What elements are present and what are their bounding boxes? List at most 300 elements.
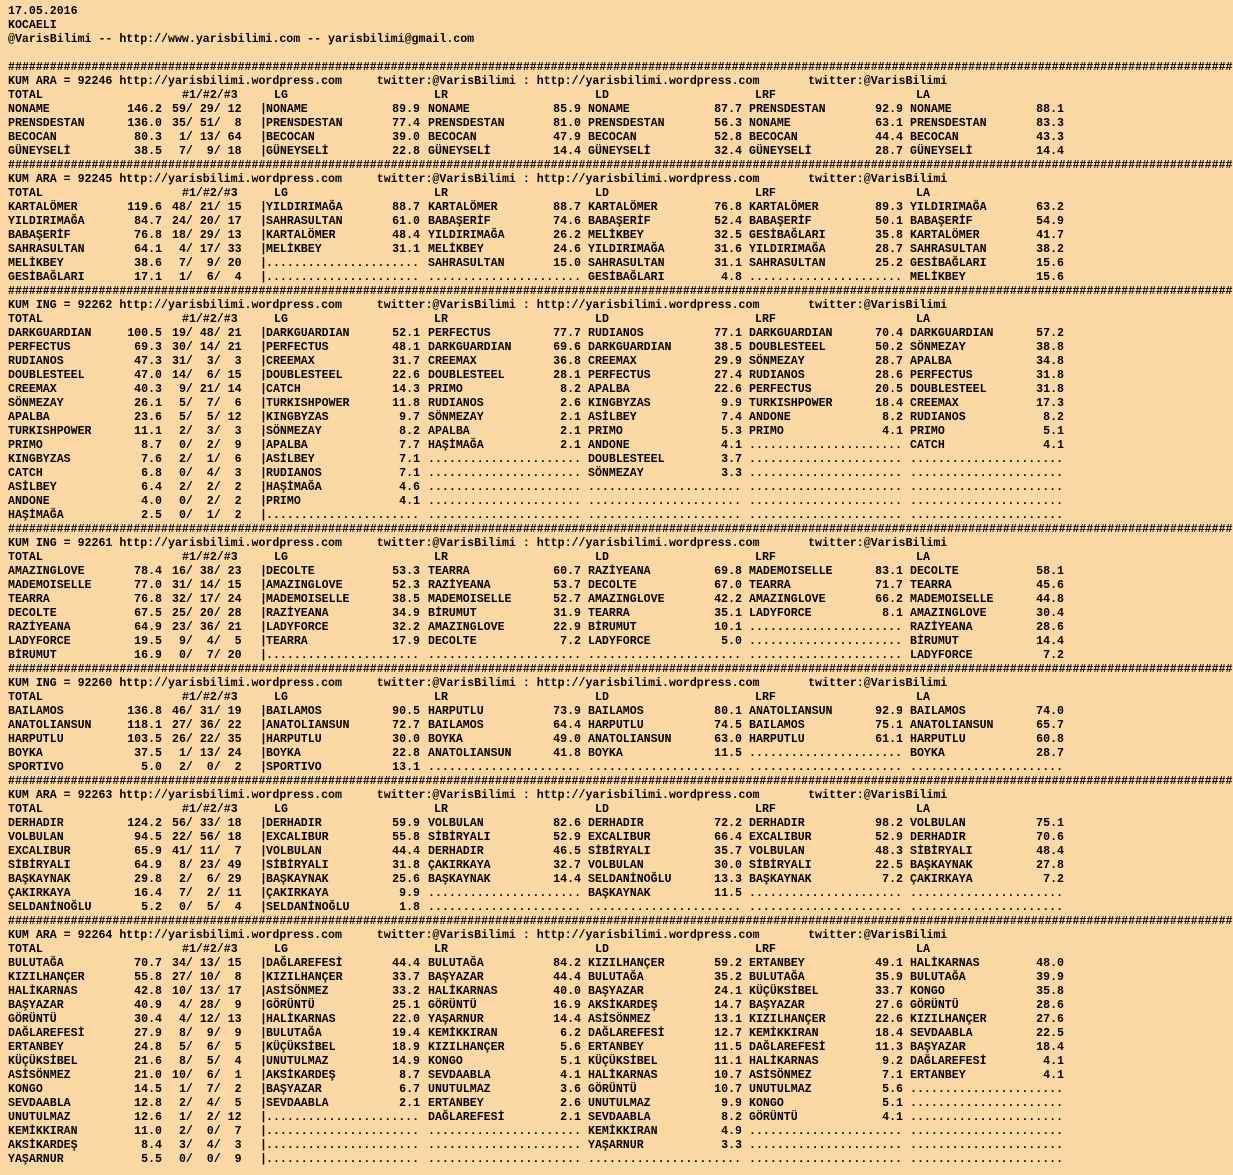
- empty-slot: ......................: [910, 887, 1064, 900]
- empty-slot: ......................: [588, 495, 742, 508]
- table-row: [8, 1027, 1072, 1041]
- table-row: [8, 831, 1072, 845]
- column-header: TOTAL: [8, 89, 43, 102]
- score-value: 44.4: [392, 957, 420, 970]
- placings: 2/ 0/ 7: [172, 1125, 242, 1138]
- horse-name: BOYKA: [266, 747, 301, 760]
- horse-name: CREEMAX: [266, 355, 315, 368]
- total-score: 124.2: [127, 817, 162, 830]
- column-header: #1/#2/#3: [182, 803, 238, 816]
- score-value: 2.1: [560, 439, 581, 452]
- score-value: 30.0: [714, 859, 742, 872]
- empty-slot: ......................: [266, 1139, 420, 1152]
- table-row: [8, 453, 1072, 467]
- column-header: TOTAL: [8, 691, 43, 704]
- empty-slot: ......................: [588, 481, 742, 494]
- score-value: 3.6: [560, 1083, 581, 1096]
- score-value: 87.7: [714, 103, 742, 116]
- score-value: 18.4: [1036, 1041, 1064, 1054]
- column-divider: |: [260, 383, 267, 396]
- placings: 56/ 33/ 18: [172, 817, 242, 830]
- horse-name: CREEMAX: [910, 397, 959, 410]
- column-header: TOTAL: [8, 803, 43, 816]
- table-row: [8, 607, 1072, 621]
- score-value: 75.1: [1036, 817, 1064, 830]
- score-value: 5.6: [882, 1083, 903, 1096]
- empty-slot: ......................: [749, 1153, 903, 1166]
- horse-name: BECOCAN: [588, 131, 637, 144]
- score-value: 35.8: [875, 229, 903, 242]
- horse-name: ASİSÖNMEZ: [588, 1013, 651, 1026]
- score-value: 31.6: [714, 243, 742, 256]
- score-value: 88.1: [1036, 103, 1064, 116]
- horse-name: VOLBULAN: [266, 845, 322, 858]
- placings: 10/ 13/ 17: [172, 985, 242, 998]
- horse-name: BAŞKAYNAK: [588, 887, 651, 900]
- score-value: 22.5: [875, 859, 903, 872]
- score-value: 54.9: [1036, 215, 1064, 228]
- column-header: LA: [916, 943, 930, 956]
- score-value: 22.6: [714, 383, 742, 396]
- score-value: 2.6: [560, 1097, 581, 1110]
- horse-name: YILDIRIMAĞA: [8, 215, 85, 228]
- total-score: 136.8: [127, 705, 162, 718]
- column-divider: |: [260, 509, 267, 522]
- empty-slot: ......................: [428, 467, 582, 480]
- column-divider: |: [260, 103, 267, 116]
- score-value: 14.4: [1036, 635, 1064, 648]
- total-score: 76.8: [134, 229, 162, 242]
- score-value: 4.1: [1043, 1055, 1064, 1068]
- score-value: 53.3: [392, 565, 420, 578]
- horse-name: MELİKBEY: [910, 271, 966, 284]
- score-value: 7.2: [560, 635, 581, 648]
- table-row: [8, 131, 1072, 145]
- column-divider: |: [260, 1083, 267, 1096]
- table-row: [8, 1055, 1072, 1069]
- total-score: 14.5: [134, 1083, 162, 1096]
- placings: 1/ 6/ 4: [172, 271, 242, 284]
- column-divider: |: [260, 1041, 267, 1054]
- horse-name: SİBİRYALI: [266, 859, 329, 872]
- score-value: 50.1: [875, 215, 903, 228]
- horse-name: PRENSDESTAN: [588, 117, 665, 130]
- score-value: 61.1: [875, 733, 903, 746]
- table-row: [8, 1125, 1072, 1139]
- placings: 0/ 1/ 2: [172, 509, 242, 522]
- empty-slot: ......................: [428, 887, 582, 900]
- column-divider: |: [260, 999, 267, 1012]
- empty-slot: ......................: [749, 761, 903, 774]
- horse-name: ERTANBEY: [588, 1041, 644, 1054]
- horse-name: UNUTULMAZ: [749, 1083, 812, 1096]
- placings: 35/ 51/ 8: [172, 117, 242, 130]
- empty-slot: ......................: [749, 1125, 903, 1138]
- horse-name: LADYFORCE: [910, 649, 973, 662]
- horse-name: ANDONE: [749, 411, 791, 424]
- score-value: 22.5: [1036, 1027, 1064, 1040]
- placings: 31/ 3/ 3: [172, 355, 242, 368]
- total-score: 12.6: [134, 1111, 162, 1124]
- horse-name: SÖNMEZAY: [588, 467, 644, 480]
- horse-name: AMAZINGLOVE: [588, 593, 665, 606]
- horse-name: DARKGUARDIAN: [910, 327, 994, 340]
- spacer: [8, 47, 1072, 61]
- table-row: [8, 481, 1072, 495]
- score-value: 48.4: [392, 229, 420, 242]
- column-divider: |: [260, 1153, 267, 1166]
- table-row: [8, 705, 1072, 719]
- total-score: 8.7: [141, 439, 162, 452]
- horse-name: ANATOLIANSUN: [588, 733, 672, 746]
- horse-name: ANATOLIANSUN: [266, 719, 350, 732]
- horse-name: APALBA: [266, 439, 308, 452]
- placings: 7/ 9/ 18: [172, 145, 242, 158]
- score-value: 38.2: [1036, 243, 1064, 256]
- column-divider: |: [260, 201, 267, 214]
- horse-name: GÜNEYSELİ: [749, 145, 812, 158]
- column-divider: |: [260, 453, 267, 466]
- total-score: 136.0: [127, 117, 162, 130]
- column-header: LRF: [755, 89, 776, 102]
- table-row: [8, 425, 1072, 439]
- score-value: 33.2: [392, 985, 420, 998]
- score-value: 48.4: [1036, 845, 1064, 858]
- horse-name: KIZILHANÇER: [749, 1013, 826, 1026]
- placings: 59/ 29/ 12: [172, 103, 242, 116]
- horse-name: BİRUMUT: [8, 649, 57, 662]
- score-value: 35.8: [1036, 985, 1064, 998]
- empty-slot: ......................: [588, 649, 742, 662]
- horse-name: ERTANBEY: [910, 1069, 966, 1082]
- placings: 0/ 5/ 4: [172, 901, 242, 914]
- placings: 2/ 0/ 2: [172, 761, 242, 774]
- score-value: 9.9: [721, 397, 742, 410]
- horse-name: VOLBULAN: [588, 859, 644, 872]
- empty-slot: ......................: [588, 1153, 742, 1166]
- total-score: 2.5: [141, 509, 162, 522]
- total-score: 16.9: [134, 649, 162, 662]
- horse-name: ASİLBEY: [266, 453, 315, 466]
- score-value: 10.7: [714, 1083, 742, 1096]
- table-row: [8, 1041, 1072, 1055]
- section-divider: ################################################################################################################################################################################: [8, 285, 1233, 298]
- score-value: 6.2: [560, 1027, 581, 1040]
- horse-name: NONAME: [8, 103, 50, 116]
- column-divider: |: [260, 355, 267, 368]
- column-header: LA: [916, 551, 930, 564]
- horse-name: KEMİKKIRAN: [8, 1125, 78, 1138]
- horse-name: BULUTAĞA: [910, 971, 966, 984]
- horse-name: GÜNEYSELİ: [428, 145, 491, 158]
- horse-name: KEMİKKIRAN: [749, 1027, 819, 1040]
- placings: 1/ 13/ 64: [172, 131, 242, 144]
- table-row: [8, 229, 1072, 243]
- column-header: LG: [274, 803, 288, 816]
- horse-name: BOYKA: [428, 733, 463, 746]
- table-row: [8, 509, 1072, 523]
- placings: 7/ 9/ 20: [172, 257, 242, 270]
- table-row: [8, 999, 1072, 1013]
- table-row: [8, 971, 1072, 985]
- horse-name: SÖNMEZAY: [428, 411, 484, 424]
- placings: 0/ 0/ 9: [172, 1153, 242, 1166]
- section-title: KUM ARA = 92263 http://yarisbilimi.wordpress.com twitter:@VarisBilimi : http://yarisbilimi.wordpress.com twitter:@VarisBilimi: [8, 789, 948, 802]
- score-value: 77.1: [714, 327, 742, 340]
- empty-slot: ......................: [910, 509, 1064, 522]
- score-value: 80.1: [714, 705, 742, 718]
- horse-name: PRIMO: [266, 495, 301, 508]
- placings: 9/ 4/ 5: [172, 635, 242, 648]
- empty-slot: ......................: [749, 481, 903, 494]
- table-row: [8, 145, 1072, 159]
- placings: 8/ 9/ 9: [172, 1027, 242, 1040]
- column-header: #1/#2/#3: [182, 187, 238, 200]
- section-divider: ################################################################################################################################################################################: [8, 775, 1233, 788]
- column-divider: |: [260, 145, 267, 158]
- report-date: 17.05.2016: [8, 5, 78, 18]
- empty-slot: ......................: [266, 257, 420, 270]
- race-sections: [8, 61, 1233, 1167]
- score-value: 92.9: [875, 705, 903, 718]
- total-score: 80.3: [134, 131, 162, 144]
- score-value: 10.1: [714, 621, 742, 634]
- empty-slot: ......................: [428, 1125, 582, 1138]
- column-divider: |: [260, 229, 267, 242]
- total-score: 67.5: [134, 607, 162, 620]
- placings: 34/ 13/ 15: [172, 957, 242, 970]
- total-score: 64.9: [134, 621, 162, 634]
- empty-slot: ......................: [749, 635, 903, 648]
- section-title: KUM ING = 92262 http://yarisbilimi.wordpress.com twitter:@VarisBilimi : http://yarisbilimi.wordpress.com twitter:@VarisBilimi: [8, 299, 948, 312]
- score-value: 2.6: [560, 397, 581, 410]
- table-row: [8, 467, 1072, 481]
- score-value: 47.9: [553, 131, 581, 144]
- score-value: 25.6: [392, 873, 420, 886]
- score-value: 22.9: [553, 621, 581, 634]
- score-value: 8.2: [721, 1111, 742, 1124]
- score-value: 64.4: [553, 719, 581, 732]
- total-score: 24.8: [134, 1041, 162, 1054]
- column-header: LA: [916, 313, 930, 326]
- column-divider: |: [260, 705, 267, 718]
- column-header: LG: [274, 691, 288, 704]
- horse-name: KARTALÖMER: [910, 229, 980, 242]
- horse-name: ASİSÖNMEZ: [749, 1069, 812, 1082]
- score-value: 48.3: [875, 845, 903, 858]
- horse-name: RAZİYEANA: [588, 565, 651, 578]
- empty-slot: ......................: [749, 747, 903, 760]
- column-divider: |: [260, 971, 267, 984]
- column-header: LD: [595, 943, 609, 956]
- column-header: #1/#2/#3: [182, 691, 238, 704]
- total-score: 76.8: [134, 593, 162, 606]
- placings: 16/ 38/ 23: [172, 565, 242, 578]
- table-row: [8, 761, 1072, 775]
- score-value: 8.7: [399, 1069, 420, 1082]
- empty-slot: ......................: [428, 649, 582, 662]
- horse-name: NONAME: [266, 103, 308, 116]
- score-value: 77.7: [553, 327, 581, 340]
- horse-name: BAŞYAZAR: [8, 999, 64, 1012]
- score-value: 40.0: [553, 985, 581, 998]
- empty-slot: ......................: [749, 271, 903, 284]
- score-value: 52.9: [553, 831, 581, 844]
- empty-slot: ......................: [749, 1139, 903, 1152]
- column-header: TOTAL: [8, 187, 43, 200]
- table-row: [8, 439, 1072, 453]
- score-value: 14.4: [553, 873, 581, 886]
- horse-name: KONGO: [749, 1097, 784, 1110]
- empty-slot: ......................: [910, 1153, 1064, 1166]
- horse-name: GÖRÜNTÜ: [266, 999, 315, 1012]
- horse-name: SAHRASULTAN: [8, 243, 85, 256]
- score-value: 48.1: [392, 341, 420, 354]
- horse-name: GESİBAĞLARI: [588, 271, 665, 284]
- score-value: 36.8: [553, 355, 581, 368]
- horse-name: PRENSDESTAN: [8, 117, 85, 130]
- empty-slot: ......................: [910, 1083, 1064, 1096]
- horse-name: NONAME: [910, 103, 952, 116]
- score-value: 75.1: [875, 719, 903, 732]
- placings: 0/ 2/ 9: [172, 439, 242, 452]
- column-header: LRF: [755, 313, 776, 326]
- score-value: 5.1: [882, 1097, 903, 1110]
- horse-name: ÇAKIRKAYA: [428, 859, 491, 872]
- score-value: 18.9: [392, 1041, 420, 1054]
- score-value: 7.1: [399, 467, 420, 480]
- score-value: 48.0: [1036, 957, 1064, 970]
- horse-name: HALİKARNAS: [588, 1069, 658, 1082]
- horse-name: BECOCAN: [428, 131, 477, 144]
- score-value: 8.2: [560, 383, 581, 396]
- score-value: 38.8: [1036, 341, 1064, 354]
- score-value: 52.4: [714, 215, 742, 228]
- score-value: 28.6: [1036, 621, 1064, 634]
- horse-name: DARKGUARDIAN: [588, 341, 672, 354]
- horse-name: DECOLTE: [428, 635, 477, 648]
- score-value: 4.9: [721, 1125, 742, 1138]
- horse-name: APALBA: [428, 425, 470, 438]
- table-row: [8, 1153, 1072, 1167]
- horse-name: MELİKBEY: [588, 229, 644, 242]
- total-score: 40.9: [134, 999, 162, 1012]
- horse-name: ERTANBEY: [749, 957, 805, 970]
- score-value: 17.9: [392, 635, 420, 648]
- horse-name: SEVDAABLA: [428, 1069, 491, 1082]
- column-header: LG: [274, 551, 288, 564]
- total-score: 5.0: [141, 761, 162, 774]
- empty-slot: ......................: [266, 1153, 420, 1166]
- horse-name: DERHADIR: [588, 817, 644, 830]
- placings: 8/ 5/ 4: [172, 1055, 242, 1068]
- horse-name: BECOCAN: [266, 131, 315, 144]
- total-score: 17.1: [134, 271, 162, 284]
- horse-name: UNUTULMAZ: [588, 1097, 651, 1110]
- score-value: 11.5: [714, 887, 742, 900]
- score-value: 35.7: [714, 845, 742, 858]
- horse-name: SAHRASULTAN: [588, 257, 665, 270]
- horse-name: SEVDAABLA: [588, 1111, 651, 1124]
- horse-name: DECOLTE: [8, 607, 57, 620]
- column-header: LR: [434, 691, 448, 704]
- score-value: 20.5: [875, 383, 903, 396]
- horse-name: CREEMAX: [428, 355, 477, 368]
- section-divider: ################################################################################################################################################################################: [8, 915, 1233, 928]
- section-divider: ################################################################################################################################################################################: [8, 61, 1233, 74]
- score-value: 1.8: [399, 901, 420, 914]
- horse-name: MELİKBEY: [8, 257, 64, 270]
- horse-name: LADYFORCE: [588, 635, 651, 648]
- horse-name: GÖRÜNTÜ: [588, 1083, 637, 1096]
- horse-name: RAZİYEANA: [8, 621, 71, 634]
- placings: 2/ 3/ 3: [172, 425, 242, 438]
- table-row: [8, 1139, 1072, 1153]
- horse-name: TEARRA: [8, 593, 50, 606]
- horse-name: SİBİRYALI: [428, 831, 491, 844]
- horse-name: ANATOLIANSUN: [910, 719, 994, 732]
- score-value: 13.3: [714, 873, 742, 886]
- score-value: 67.0: [714, 579, 742, 592]
- score-value: 52.9: [875, 831, 903, 844]
- horse-name: APALBA: [8, 411, 50, 424]
- score-value: 98.2: [875, 817, 903, 830]
- horse-name: MADEMOISELLE: [749, 565, 833, 578]
- horse-name: KINGBYZAS: [266, 411, 329, 424]
- total-score: 38.5: [134, 145, 162, 158]
- horse-name: ÇAKIRKAYA: [910, 873, 973, 886]
- horse-name: DAĞLAREFESİ: [266, 957, 343, 970]
- horse-name: BABAŞERİF: [588, 215, 651, 228]
- horse-name: EXCALIBUR: [588, 831, 651, 844]
- horse-name: BAŞYAZAR: [588, 985, 644, 998]
- score-value: 31.8: [1036, 383, 1064, 396]
- table-row: [8, 859, 1072, 873]
- score-value: 83.1: [875, 565, 903, 578]
- horse-name: DOUBLESTEEL: [428, 369, 505, 382]
- horse-name: DAĞLAREFESİ: [588, 1027, 665, 1040]
- score-value: 41.8: [553, 747, 581, 760]
- empty-slot: ......................: [910, 453, 1064, 466]
- horse-name: BAILAMOS: [910, 705, 966, 718]
- horse-name: HARPUTLU: [749, 733, 805, 746]
- score-value: 88.7: [392, 201, 420, 214]
- horse-name: NONAME: [749, 117, 791, 130]
- section-divider: ################################################################################################################################################################################: [8, 663, 1233, 676]
- score-value: 27.6: [875, 999, 903, 1012]
- column-header: #1/#2/#3: [182, 943, 238, 956]
- score-value: 5.6: [560, 1041, 581, 1054]
- horse-name: BAŞKAYNAK: [8, 873, 71, 886]
- placings: 18/ 29/ 13: [172, 229, 242, 242]
- table-row: [8, 397, 1072, 411]
- score-value: 5.1: [1043, 425, 1064, 438]
- column-divider: |: [260, 1055, 267, 1068]
- horse-name: MELİKBEY: [428, 243, 484, 256]
- score-value: 35.2: [714, 971, 742, 984]
- column-header: LRF: [755, 691, 776, 704]
- score-value: 4.1: [721, 439, 742, 452]
- column-header: LA: [916, 803, 930, 816]
- column-header: TOTAL: [8, 551, 43, 564]
- horse-name: PERFECTUS: [8, 341, 71, 354]
- column-divider: |: [260, 1111, 267, 1124]
- placings: 14/ 6/ 15: [172, 369, 242, 382]
- table-row: [8, 327, 1072, 341]
- score-value: 65.7: [1036, 719, 1064, 732]
- horse-name: MADEMOISELLE: [910, 593, 994, 606]
- total-score: 47.0: [134, 369, 162, 382]
